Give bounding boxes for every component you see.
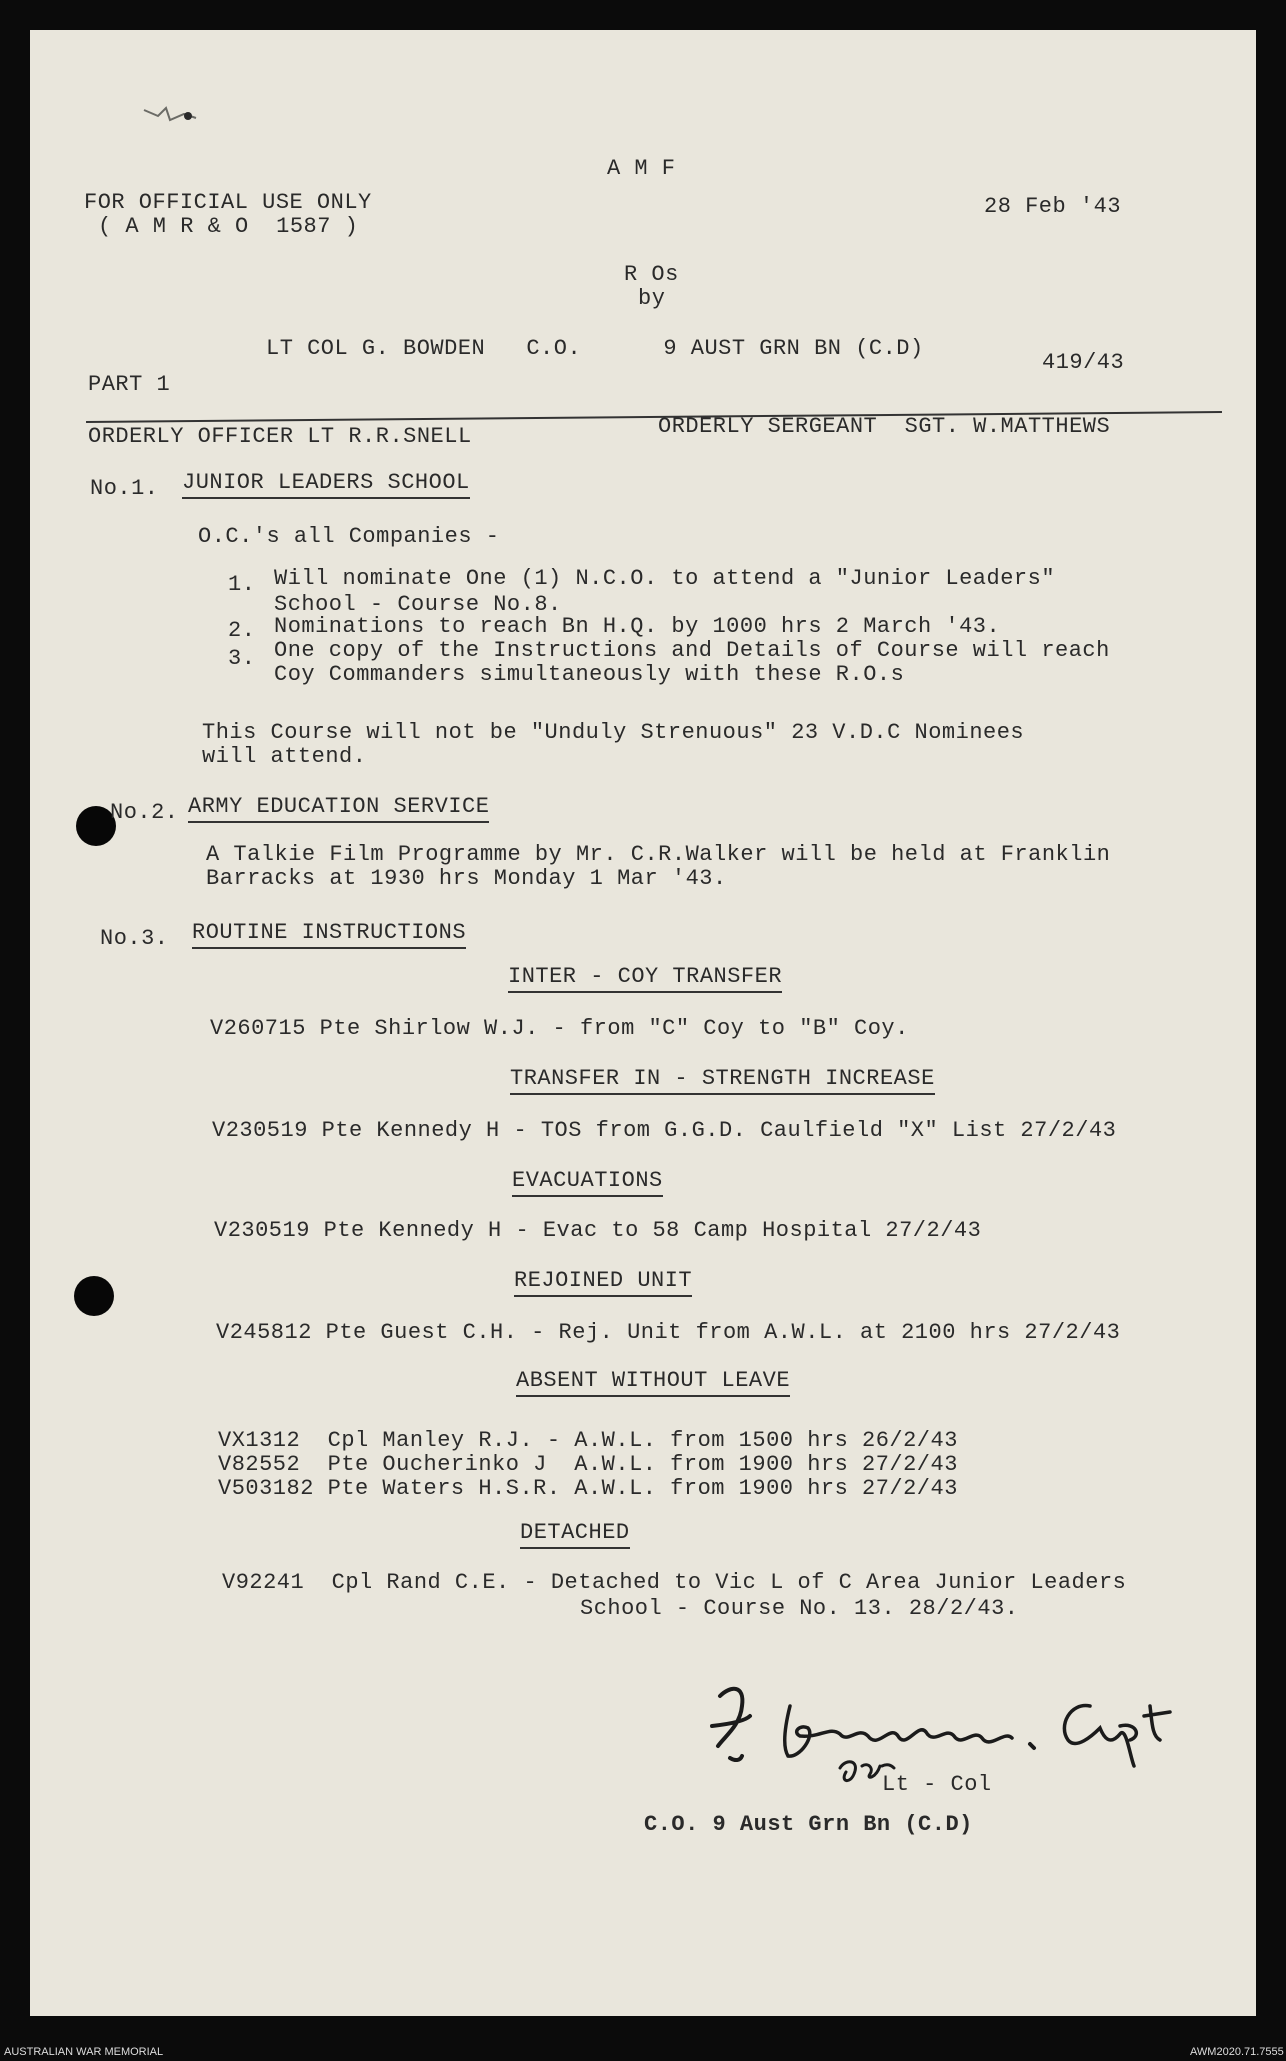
entry-line: V245812 Pte Guest C.H. - Rej. Unit from A.W.L. at 2100 hrs 27/2/43 xyxy=(216,1320,1121,1345)
awl-entry: V503182 Pte Waters H.S.R. A.W.L. from 1900 hrs 27/2/43 xyxy=(218,1476,958,1501)
document-page xyxy=(30,30,1256,2016)
subsection-title: REJOINED UNIT xyxy=(514,1268,692,1297)
orderly-sergeant: ORDERLY SERGEANT SGT. W.MATTHEWS xyxy=(658,414,1111,439)
r-os-heading: R Os xyxy=(624,262,679,287)
paper-tear-mark xyxy=(140,102,200,132)
section-2-number: No.2. xyxy=(110,800,179,825)
entry-line: V260715 Pte Shirlow W.J. - from "C" Coy to "B" Coy. xyxy=(210,1016,909,1041)
awl-entry: V82552 Pte Oucherinko J A.W.L. from 1900 hrs 27/2/43 xyxy=(218,1452,958,1477)
section-1-intro: O.C.'s all Companies - xyxy=(198,524,500,549)
signature-rank: Lt - Col xyxy=(882,1772,992,1797)
entry-line: V230519 Pte Kennedy H - TOS from G.G.D. Caulfield "X" List 27/2/43 xyxy=(212,1118,1117,1143)
subsection-title: INTER - COY TRANSFER xyxy=(508,964,782,993)
item-number: 2. xyxy=(228,618,256,643)
signature-unit: C.O. 9 Aust Grn Bn (C.D) xyxy=(644,1812,973,1837)
section-2-text: Barracks at 1930 hrs Monday 1 Mar '43. xyxy=(206,866,727,891)
item-text: School - Course No.8. xyxy=(274,592,562,617)
document-date: 28 Feb '43 xyxy=(984,194,1122,219)
subsection-title: DETACHED xyxy=(520,1520,630,1549)
awl-entry: VX1312 Cpl Manley R.J. - A.W.L. from 1500 hrs 26/2/43 xyxy=(218,1428,958,1453)
amr-reference: ( A M R & O 1587 ) xyxy=(98,214,359,239)
item-text: Nominations to reach Bn H.Q. by 1000 hrs 2 March '43. xyxy=(274,614,1001,639)
item-number: 3. xyxy=(228,646,256,671)
orderly-officer: ORDERLY OFFICER LT R.R.SNELL xyxy=(88,424,472,449)
entry-line: V230519 Pte Kennedy H - Evac to 58 Camp Hospital 27/2/43 xyxy=(214,1218,982,1243)
section-1-note: This Course will not be "Unduly Strenuous" 23 V.D.C Nominees xyxy=(202,720,1025,745)
section-3-number: No.3. xyxy=(100,926,169,951)
handwritten-signature xyxy=(690,1666,1250,1786)
item-number: 1. xyxy=(228,572,256,597)
item-text: Will nominate One (1) N.C.O. to attend a "Junior Leaders" xyxy=(274,566,1056,591)
punch-hole xyxy=(74,1276,114,1316)
official-use-line: FOR OFFICIAL USE ONLY xyxy=(84,190,372,215)
section-1-title: JUNIOR LEADERS SCHOOL xyxy=(182,470,470,499)
subsection-title: TRANSFER IN - STRENGTH INCREASE xyxy=(510,1066,935,1095)
order-reference-number: 419/43 xyxy=(1042,350,1125,375)
part-label: PART 1 xyxy=(88,372,171,397)
section-1-number: No.1. xyxy=(90,476,159,501)
section-3-title: ROUTINE INSTRUCTIONS xyxy=(192,920,466,949)
detached-entry: School - Course No. 13. 28/2/43. xyxy=(580,1596,1019,1621)
footer-archive-name: AUSTRALIAN WAR MEMORIAL xyxy=(4,2046,164,2058)
footer-accession-number: AWM2020.71.7555 xyxy=(1190,2046,1284,2058)
section-2-title: ARMY EDUCATION SERVICE xyxy=(188,794,489,823)
subsection-title: ABSENT WITHOUT LEAVE xyxy=(516,1368,790,1397)
by-heading: by xyxy=(638,286,666,311)
detached-entry: V92241 Cpl Rand C.E. - Detached to Vic L of C Area Junior Leaders xyxy=(222,1570,1127,1595)
section-1-note: will attend. xyxy=(202,744,367,769)
section-2-text: A Talkie Film Programme by Mr. C.R.Walker will be held at Franklin xyxy=(206,842,1111,867)
header-amf: A M F xyxy=(607,156,676,181)
item-text: Coy Commanders simultaneously with these R.O.s xyxy=(274,662,905,687)
commanding-officer-line: LT COL G. BOWDEN C.O. 9 AUST GRN BN (C.D) xyxy=(266,336,924,361)
subsection-title: EVACUATIONS xyxy=(512,1168,663,1197)
item-text: One copy of the Instructions and Details of Course will reach xyxy=(274,638,1110,663)
